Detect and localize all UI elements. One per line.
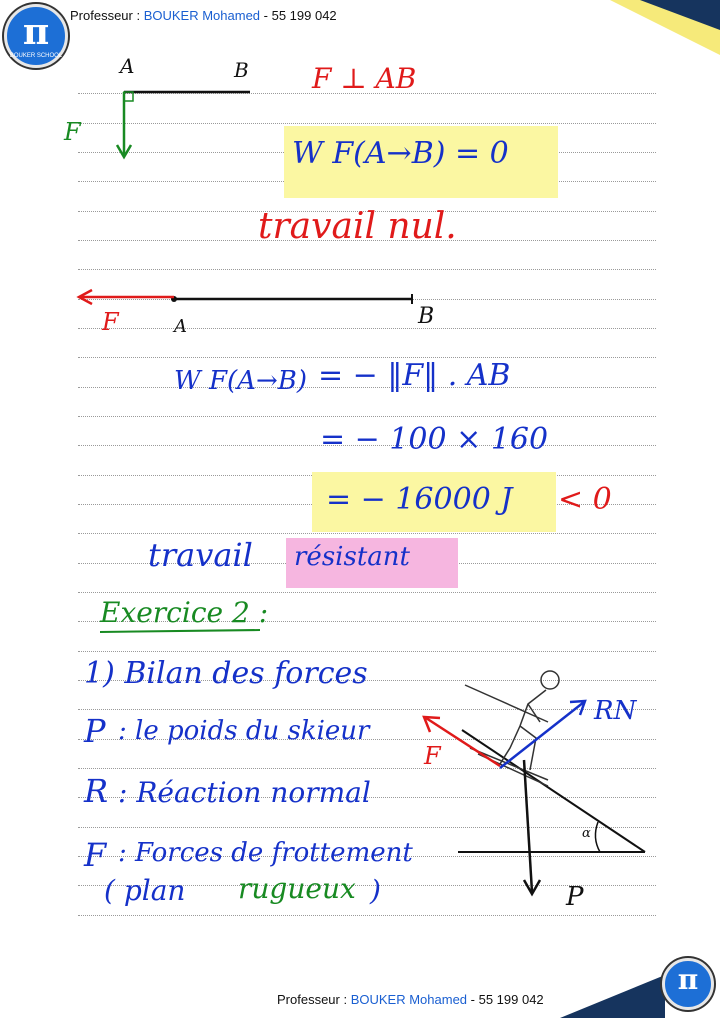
exercise-title: Exercice 2 : <box>100 596 269 629</box>
perpendicular-statement: F ⊥ AB <box>312 62 417 95</box>
f-description: : Forces de frottement <box>118 838 413 868</box>
force-label: F <box>102 308 119 336</box>
p-description: : le poids du skieur <box>118 716 370 746</box>
r-description: : Réaction normal <box>118 776 371 809</box>
conclusion-word: travail <box>148 536 253 574</box>
work-substitution: = − 100 × 160 <box>320 422 549 457</box>
work-formula: W F(A→B) = 0 <box>292 136 509 171</box>
right-angle-mark <box>124 92 133 101</box>
weight-arrow <box>524 760 532 892</box>
plan-open: ( plan <box>104 874 186 907</box>
negative-comparison: < 0 <box>558 482 612 517</box>
r-label: R <box>84 772 109 810</box>
title-underline <box>100 630 260 632</box>
incline-slope <box>462 730 645 852</box>
footer-prefix: Professeur : <box>277 992 351 1007</box>
point-a-label: A <box>120 54 135 78</box>
logo-label: BOUKER SCHOOL <box>9 53 63 59</box>
pi-icon: π <box>677 963 699 996</box>
plan-close: ) <box>370 874 381 907</box>
conclusion-highlight: résistant <box>294 542 410 572</box>
header-prefix: Professeur : <box>70 8 144 23</box>
point-b-label: B <box>418 304 435 329</box>
pi-icon: π <box>22 11 50 53</box>
skier-icon <box>465 671 559 786</box>
p-label: P <box>84 712 106 750</box>
friction-label: F <box>424 742 441 770</box>
point-a-label: A <box>174 316 187 337</box>
header-phone: - 55 199 042 <box>260 8 337 23</box>
angle-label: α <box>582 826 591 841</box>
header-teacher-name: BOUKER Mohamed <box>143 8 261 23</box>
reaction-arrow <box>500 702 584 768</box>
angle-arc <box>595 822 600 852</box>
work-conclusion: travail nul. <box>258 206 457 247</box>
footer-phone: - 55 199 042 <box>467 992 544 1007</box>
work-formula-left: W F(A→B) <box>174 366 307 396</box>
reaction-label: RN <box>594 696 637 726</box>
work-formula-right: = − ‖F‖ . AB <box>318 358 511 393</box>
work-result: = − 16000 J <box>326 482 513 517</box>
footer-teacher-name: BOUKER Mohamed <box>350 992 468 1007</box>
force-label: F <box>64 118 81 146</box>
weight-label: P <box>566 882 584 912</box>
point-b-label: B <box>234 58 249 82</box>
f-label: F <box>84 836 107 874</box>
plan-rugueux: rugueux <box>238 872 356 905</box>
forces-inventory: 1) Bilan des forces <box>84 656 368 691</box>
